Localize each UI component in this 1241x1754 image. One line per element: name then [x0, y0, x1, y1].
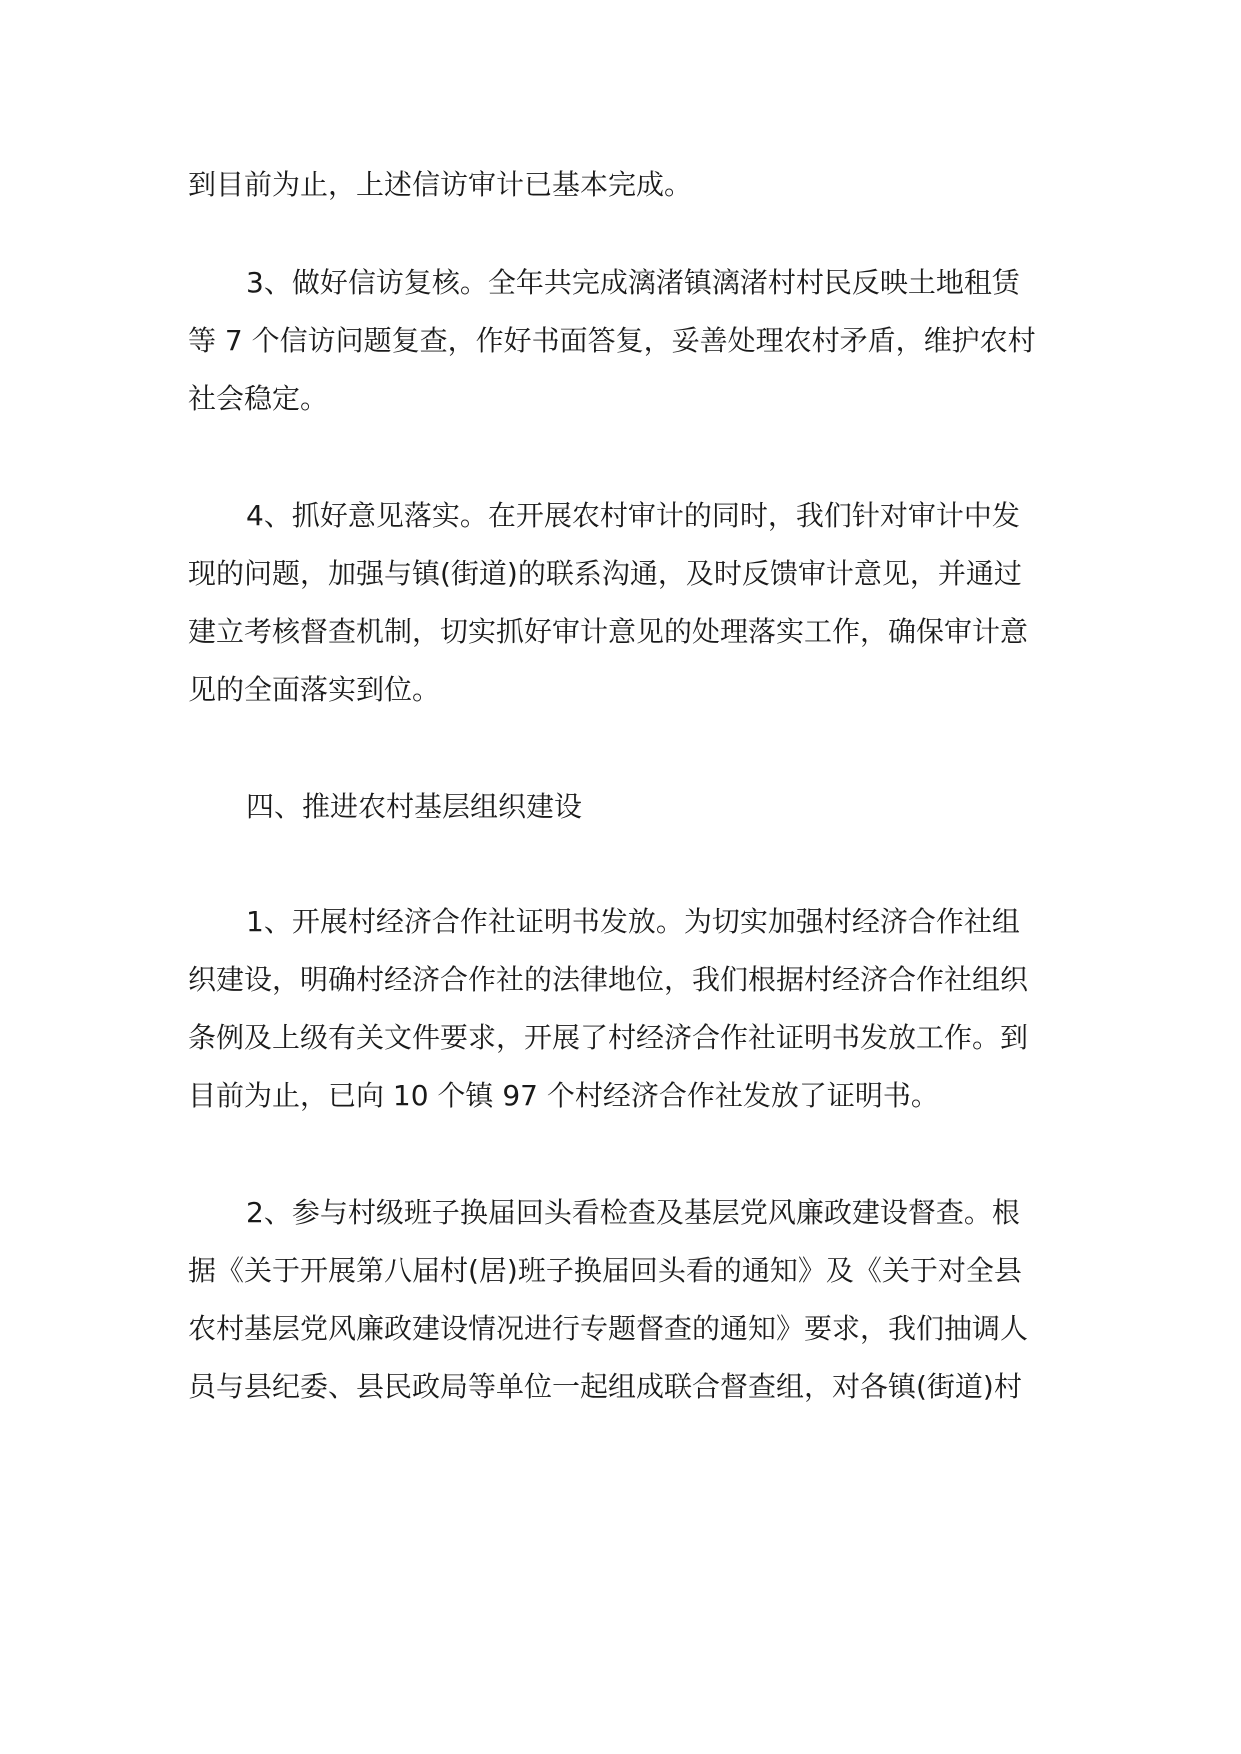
- paragraph-1-line-2: 织建设，明确村经济合作社的法律地位，我们根据村经济合作社组织: [188, 963, 1029, 996]
- paragraph-4-line-2: 现的问题，加强与镇(街道)的联系沟通，及时反馈审计意见，并通过: [188, 557, 1022, 590]
- paragraph-3-line-3: 社会稳定。: [188, 382, 329, 415]
- paragraph-2-line-1: 2、参与村级班子换届回头看检查及基层党风廉政建设督查。根: [246, 1196, 1020, 1229]
- paragraph-2-line-2: 据《关于开展第八届村(居)班子换届回头看的通知》及《关于对全县: [188, 1254, 1022, 1287]
- paragraph-1-line-3: 条例及上级有关文件要求，开展了村经济合作社证明书发放工作。到: [188, 1021, 1029, 1054]
- paragraph-2-line-4: 员与县纪委、县民政局等单位一起组成联合督查组，对各镇(街道)村: [188, 1370, 1022, 1403]
- paragraph-3-line-2: 等 7 个信访问题复查，作好书面答复，妥善处理农村矛盾，维护农村: [188, 324, 1036, 357]
- paragraph-4-line-3: 建立考核督查机制，切实抓好审计意见的处理落实工作，确保审计意: [188, 615, 1029, 648]
- paragraph-1-line-1: 1、开展村经济合作社证明书发放。为切实加强村经济合作社组: [246, 905, 1020, 938]
- paragraph-4-line-1: 4、抓好意见落实。在开展农村审计的同时，我们针对审计中发: [246, 499, 1020, 532]
- paragraph-1-line-4: 目前为止，已向 10 个镇 97 个村经济合作社发放了证明书。: [188, 1079, 939, 1112]
- paragraph-2-line-3: 农村基层党风廉政建设情况进行专题督查的通知》要求，我们抽调人: [188, 1312, 1029, 1345]
- text-line: 到目前为止，上述信访审计已基本完成。: [188, 168, 693, 201]
- paragraph-4-line-4: 见的全面落实到位。: [188, 673, 441, 706]
- section-heading: 四、推进农村基层组织建设: [246, 790, 583, 823]
- paragraph-3-line-1: 3、做好信访复核。全年共完成漓渚镇漓渚村村民反映土地租赁: [246, 266, 1020, 299]
